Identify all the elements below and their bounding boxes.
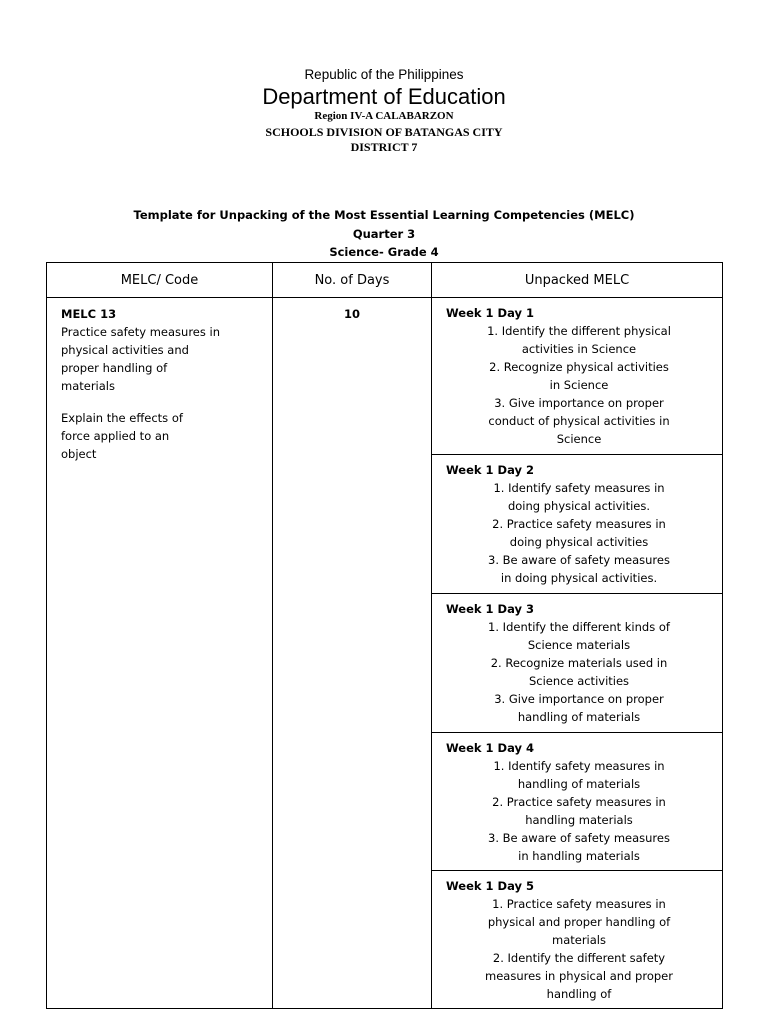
melc-text-line: materials	[61, 379, 115, 393]
header-no-of-days: No. of Days	[273, 263, 432, 298]
week-item: doing physical activities.	[507, 499, 651, 513]
week-item: conduct of physical activities in	[488, 414, 670, 428]
days-value: 10	[343, 307, 360, 321]
week-item: measures in physical and proper	[485, 969, 673, 983]
document-title: Template for Unpacking of the Most Essential Learning Competencies (MELC)	[133, 208, 635, 222]
week-item: handling materials	[525, 813, 633, 827]
week-item: 2. Recognize physical activities	[489, 360, 669, 374]
melc-table	[46, 262, 723, 1009]
melc-text-line: object	[61, 447, 97, 461]
week-item: in doing physical activities.	[500, 571, 658, 585]
district-line: DISTRICT 7	[350, 140, 418, 154]
week-title: Week 1 Day 2	[446, 463, 534, 477]
week-item: 3. Give importance on proper	[494, 396, 664, 410]
quarter-line: Quarter 3	[352, 227, 416, 241]
week-item: 2. Identify the different safety	[492, 951, 666, 965]
week-title: Week 1 Day 1	[446, 306, 534, 320]
week-block-day5	[432, 871, 722, 1008]
week-item: 2. Practice safety measures in	[492, 517, 666, 531]
melc-text-line: proper handling of	[61, 361, 168, 375]
melc-code: MELC 13	[61, 307, 117, 321]
week-item: handling of	[546, 987, 612, 1001]
melc-cell	[47, 298, 273, 1009]
week-block-day4	[432, 733, 722, 871]
week-item: 3. Give importance on proper	[494, 692, 664, 706]
week-item: 2. Recognize materials used in	[490, 656, 668, 670]
week-item: 3. Be aware of safety measures	[488, 831, 670, 845]
week-block-day1	[432, 298, 722, 455]
week-item: handling of materials	[517, 710, 641, 724]
week-item: Science	[556, 432, 602, 446]
week-item: 1. Identify safety measures in	[493, 759, 665, 773]
week-item: 3. Be aware of safety measures	[488, 553, 670, 567]
week-title: Week 1 Day 4	[446, 741, 534, 755]
week-item: physical and proper handling of	[487, 915, 671, 929]
week-item: 1. Practice safety measures in	[492, 897, 666, 911]
week-item: in handling materials	[518, 849, 640, 863]
week-item: activities in Science	[521, 342, 637, 356]
department-title: Department of Education	[262, 84, 506, 109]
week-item: materials	[552, 933, 606, 947]
week-item: in Science	[549, 378, 609, 392]
melc-text-line: physical activities and	[61, 343, 189, 357]
week-item: 1. Identify the different physical	[487, 324, 671, 338]
table-row	[47, 298, 723, 1009]
melc-text-line: Practice safety measures in	[61, 325, 221, 339]
header-unpacked-melc: Unpacked MELC	[432, 263, 723, 298]
subject-line: Science- Grade 4	[329, 245, 439, 259]
week-item: Science activities	[528, 674, 630, 688]
week-item: Science materials	[527, 638, 631, 652]
week-item: 1. Identify safety measures in	[493, 481, 665, 495]
header-melc-code: MELC/ Code	[47, 263, 273, 298]
week-item: handling of materials	[517, 777, 641, 791]
week-title: Week 1 Day 5	[446, 879, 534, 893]
week-item: doing physical activities	[509, 535, 649, 549]
division-line: SCHOOLS DIVISION OF BATANGAS CITY	[265, 125, 503, 139]
unpacked-cell	[432, 298, 723, 1009]
week-item: 1. Identify the different kinds of	[488, 620, 670, 634]
republic-line: Republic of the Philippines	[304, 67, 464, 82]
week-block-day2	[432, 455, 722, 594]
week-item: 2. Practice safety measures in	[492, 795, 666, 809]
week-block-day3	[432, 594, 722, 733]
region-line: Region IV-A CALABARZON	[314, 110, 454, 122]
melc-text-line: Explain the effects of	[61, 411, 183, 425]
table-header-row	[47, 263, 723, 298]
week-title: Week 1 Day 3	[446, 602, 534, 616]
days-cell	[273, 298, 432, 1009]
melc-text-line: force applied to an	[61, 429, 170, 443]
